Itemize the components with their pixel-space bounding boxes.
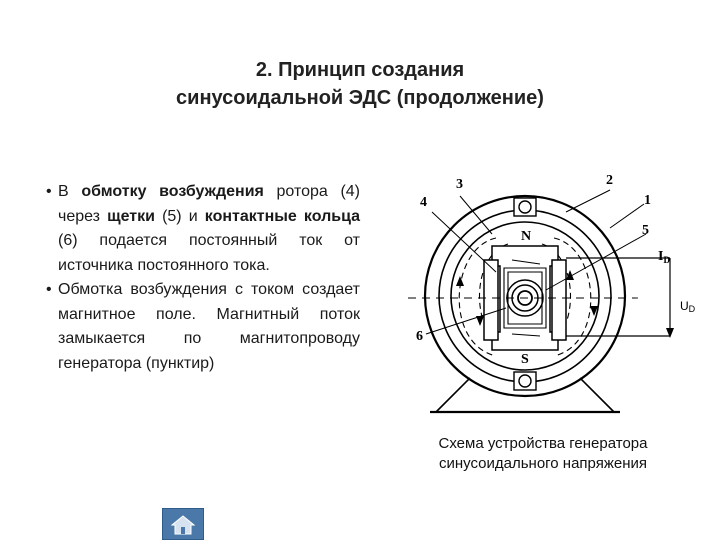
generator-diagram <box>400 168 700 430</box>
label-3: 3 <box>456 177 463 192</box>
current-label: $I_D$ <box>658 249 670 265</box>
label-5: 5 <box>642 223 649 238</box>
voltage-label: UD <box>680 299 696 314</box>
home-button[interactable] <box>162 508 204 540</box>
bolt-bottom <box>514 372 536 390</box>
pole-n-label: N <box>521 229 532 244</box>
bullet-item <box>46 180 360 278</box>
bullet-text: Обмотка возбуждения с током создает магнитное поле. Магнитный поток замыкается по магнитопроводу генератора (пунктир) <box>58 281 360 372</box>
bullet-bold-term: контактные кольца <box>204 207 360 225</box>
bullet-list <box>46 180 360 376</box>
bolt-top <box>514 198 536 216</box>
caption-line-1: Схема устройства генератора <box>438 435 648 452</box>
title-line-1: 2. Принцип создания <box>255 59 465 81</box>
diagram-caption <box>398 434 688 474</box>
home-icon <box>171 515 195 535</box>
slide-title <box>60 56 660 112</box>
bullet-text: ротора (4) через <box>58 183 361 225</box>
bullet-bold-term: щетки <box>107 207 155 225</box>
bullet-text: (5) и <box>154 207 205 225</box>
bullet-item <box>46 278 360 376</box>
bullet-text: (6) подается постоянный ток от источника постоянного тока. <box>58 232 360 274</box>
caption-line-2: синусоидального напряжения <box>438 455 648 472</box>
title-line-2: синусоидальной ЭДС (продолжение) <box>176 87 544 109</box>
pole-s-label: S <box>521 352 529 367</box>
label-2: 2 <box>606 173 613 188</box>
label-4: 4 <box>420 195 427 210</box>
bullet-text: В <box>58 183 82 200</box>
label-6: 6 <box>416 329 423 344</box>
label-1: 1 <box>644 193 651 208</box>
bullet-bold-term: обмотку возбуждения <box>81 183 264 200</box>
